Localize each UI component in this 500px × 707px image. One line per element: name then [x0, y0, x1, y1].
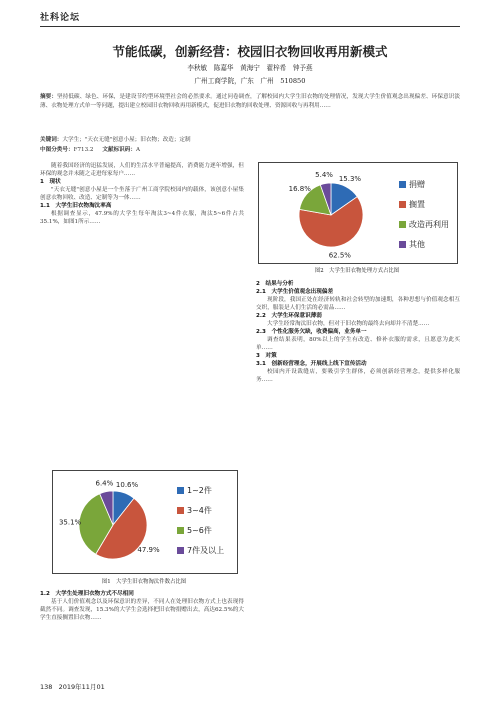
pie-value-label: 62.5%: [328, 251, 351, 260]
legend-label: 改造再利用: [409, 220, 449, 229]
pie-value-label: 47.9%: [137, 545, 160, 554]
keywords-text: 大学生；"天衣无缝"创意小屋；旧衣物；改造；定制: [62, 137, 191, 143]
legend-swatch: [177, 487, 184, 494]
clc-value: F713.2: [73, 147, 94, 153]
figure-2: [258, 162, 458, 264]
intro-paragraph: 随着我国经济的迅猛发展，人们的生活水平普遍提高，消费能力逐年增强，但环保的观念并未随之走进每家每户……: [40, 163, 244, 177]
section-heading-2-1: 2.1 大学生价值观念出现偏差: [256, 289, 334, 295]
legend-label: 1~2件: [187, 486, 212, 495]
legend-swatch: [399, 201, 406, 208]
legend-label: 捐赠: [409, 180, 425, 189]
doc-code-value: A: [135, 147, 140, 153]
section-heading-1-2: 1.2 大学生处理旧衣物方式不尽相同: [40, 591, 134, 597]
pie-value-label: 35.1%: [58, 518, 82, 527]
page-footer: [40, 682, 105, 691]
paragraph: 调查结果表明，80%以上的学生有改造、修补衣服的需求，且愿意为此买单……: [256, 337, 460, 351]
paragraph: 大学生经常淘汰旧衣物，但对于旧衣物的最终去向却并不清楚……: [267, 321, 430, 327]
clc-label: 中图分类号：: [40, 147, 74, 153]
section-heading-2-3: 2.3 个性化服务欠缺，收费偏高，业务单一: [256, 329, 367, 335]
pie-chart-1: [53, 471, 237, 573]
legend-label: 其他: [409, 240, 425, 249]
legend-label: 3~4件: [187, 506, 212, 515]
pie-value-label: 6.4%: [95, 479, 114, 488]
section-heading-3-1: 3.1 创新经营理念，开展线上线下宣传活动: [256, 361, 367, 367]
left-column-bottom-text: [40, 590, 244, 678]
paragraph: 根据调查显示，47.9%的大学生每年淘汰3~4件衣服，淘汰5~6件占共35.1%，如图1所示……: [40, 211, 244, 225]
keywords-label: 关键词：: [40, 137, 63, 143]
section-heading-2-2: 2.2 大学生环保意识薄弱: [256, 313, 322, 319]
pie-value-label: 16.8%: [288, 184, 311, 193]
legend-swatch: [399, 181, 406, 188]
header-rule: [40, 26, 460, 27]
figure-1-caption: 图1 大学生旧衣物淘汰件数占比图: [101, 579, 187, 585]
left-column-text: [40, 162, 244, 462]
section-heading-2: 2 结果与分析: [256, 281, 294, 287]
abstract-label: 摘要：: [40, 94, 58, 100]
paragraph: "天衣无缝"创意小屋是一个坐落于广州工商学院校园内的载体，该创意小屋集创意衣物回收、改造、定制等为一体……: [40, 187, 244, 201]
section-heading-1-1: 1.1 大学生旧衣物淘汰率高: [40, 203, 112, 209]
pie-value-label: 5.4%: [315, 171, 333, 180]
issue-date: 2019年11月01: [58, 683, 105, 691]
authors: 李秋敏 陈嘉华 黄海宁 翟梓希 钟予燕: [187, 64, 313, 72]
pie-value-label: 10.6%: [115, 480, 139, 489]
classification: [40, 146, 460, 155]
legend-label: 搁置: [409, 200, 425, 209]
paragraph: 现阶段，我国正处在经济转轨和社会转型的加速期，各种思想与价值观念相互交织，服装是人们生活的必需品……: [256, 297, 460, 311]
legend-swatch: [177, 507, 184, 514]
section-heading-3: 3 对策: [256, 353, 277, 359]
affiliation: 广州工商学院，广东 广州 510850: [194, 77, 306, 85]
page-number: 138: [40, 683, 53, 691]
abstract: [40, 93, 460, 110]
right-column-text: [256, 280, 460, 678]
legend-label: 5~6件: [187, 526, 212, 535]
paragraph: 基于人们价值观念以及环保意识的差异，不同人在处理旧衣物方式上也表现得截然不同。调查发现，15.3%的大学生会选择把旧衣物捐赠出去，高达62.5%的大学生直接搁置旧衣物……: [40, 599, 244, 621]
keywords: [40, 136, 460, 145]
paragraph: 校园内开设裁缝店，要吸引学生群体，必须创新经营理念，提供多样化服务……: [256, 369, 460, 383]
journal-section-header: 社科论坛: [40, 13, 81, 23]
pie-chart-2: [259, 163, 457, 263]
article-title: 节能低碳，创新经营：校园旧衣物回收再用新模式: [112, 44, 388, 59]
legend-swatch: [177, 527, 184, 534]
figure-2-caption: 图2 大学生旧衣物处理方式占比图: [314, 268, 400, 274]
doc-code-label: 文献标识码：: [102, 147, 136, 153]
figure-1: [52, 470, 238, 574]
abstract-text: 坚持低碳、绿色、环保，是建设节约型环境型社会的必然要求。通过问卷调查，了解校园内大学生旧衣物的处理情况，发现大学生价值观念出现偏差、环保意识淡薄、衣物处理方式单一等问题，提出建立校园旧衣物回收再用新模式，促进旧衣物的回收处理、资源回收与再利用……: [40, 94, 460, 109]
legend-swatch: [399, 221, 406, 228]
legend-swatch: [399, 241, 406, 248]
legend-label: 7件及以上: [187, 546, 225, 555]
pie-value-label: 15.3%: [338, 175, 362, 184]
section-heading-1: 1 现状: [40, 179, 61, 185]
legend-swatch: [177, 547, 184, 554]
